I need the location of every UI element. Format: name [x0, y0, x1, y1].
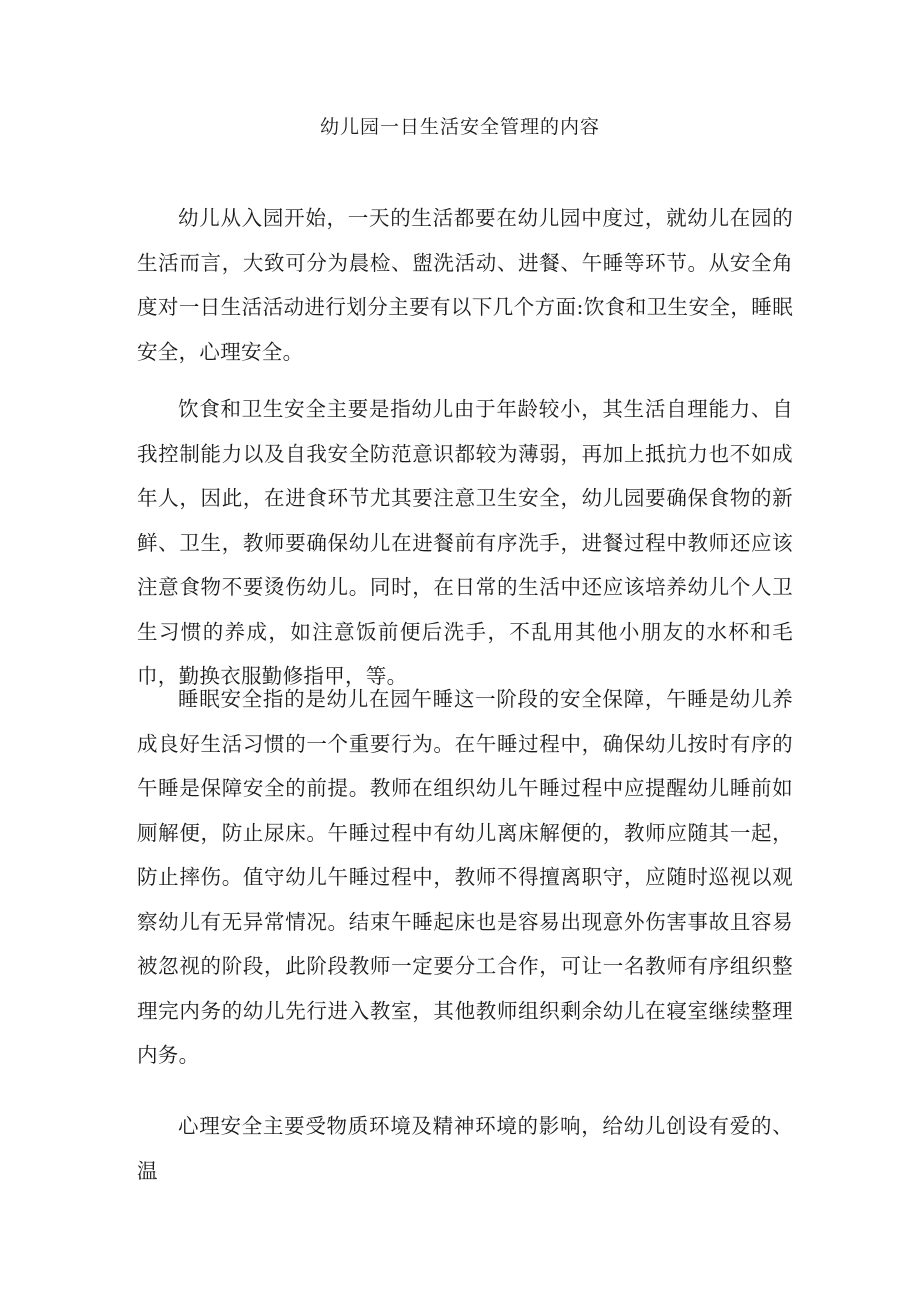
paragraph-daily-life-overview: 幼儿从入园开始，一天的生活都要在幼儿园中度过，就幼儿在园的生活而言，大致可分为晨检、盥洗活动、进餐、午睡等环节。从安全角度对一日生活活动进行划分主要有以下几个方面:饮食和卫生安全，睡眠安全，心理安全。 [137, 206, 793, 364]
paragraph-diet-hygiene-safety: 饮食和卫生安全主要是指幼儿由于年龄较小，其生活自理能力、自我控制能力以及自我安全防范意识都较为薄弱，再加上抵抗力也不如成年人，因此，在进食环节尤其要注意卫生安全，幼儿园要确保食物的新鲜、卫生，教师要确保幼儿在进餐前有序洗手，进餐过程中教师还应该注意食物不要烫伤幼儿。同时，在日常的生活中还应该培养幼儿个人卫生习惯的养成，如注意饭前便后洗手，不乱用其他小朋友的水杯和毛巾，勤换衣服勤修指甲，等。 [137, 397, 793, 688]
document-title: 幼儿园一日生活安全管理的内容 [319, 116, 600, 138]
paragraph-psychological-safety: 心理安全主要受物质环境及精神环境的影响，给幼儿创设有爱的、温 [137, 1114, 793, 1183]
paragraph-sleep-safety: 睡眠安全指的是幼儿在园午睡这一阶段的安全保障，午睡是幼儿养成良好生活习惯的一个重要行为。在午睡过程中，确保幼儿按时有序的午睡是保障安全的前提。教师在组织幼儿午睡过程中应提醒幼儿睡前如厕解便，防止尿床。午睡过程中有幼儿离床解便的，教师应随其一起，防止摔伤。值守幼儿午睡过程中，教师不得擅离职守，应随时巡视以观察幼儿有无异常情况。结束午睡起床也是容易出现意外伤害事故且容易被忽视的阶段，此阶段教师一定要分工合作，可让一名教师有序组织整理完内务的幼儿先行进入教室，其他教师组织剩余幼儿在寝室继续整理内务。 [137, 687, 793, 1067]
